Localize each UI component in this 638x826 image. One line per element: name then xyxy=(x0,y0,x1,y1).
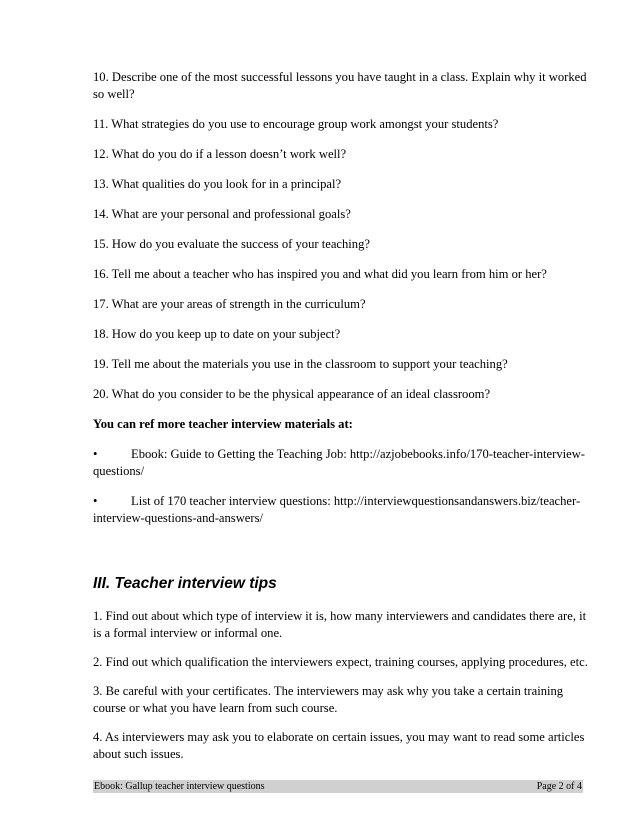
question-17: 17. What are your areas of strength in the curriculum? xyxy=(93,297,366,311)
page-content xyxy=(93,69,588,775)
question-20: 20. What do you consider to be the physical appearance of an ideal classroom? xyxy=(93,387,491,401)
tips-section-heading: III. Teacher interview tips xyxy=(93,575,277,592)
material-item-text: List of 170 teacher interview questions: http://interviewquestionsandanswers.biz/teacher-interview-questions-and-answers/ xyxy=(93,494,581,525)
question-10: 10. Describe one of the most successful lessons you have taught in a class. Explain why it worked so well? xyxy=(93,70,587,101)
question-15: 15. How do you evaluate the success of your teaching? xyxy=(93,237,370,251)
more-materials-heading: You can ref more teacher interview materials at: xyxy=(93,417,353,431)
page-number: Page 2 of 4 xyxy=(536,781,582,792)
bullet-marker: • xyxy=(93,447,98,461)
material-item-ebook xyxy=(93,446,588,480)
question-11: 11. What strategies do you use to encourage group work amongst your students? xyxy=(93,117,499,131)
tips-list xyxy=(93,608,588,763)
question-16: 16. Tell me about a teacher who has inspired you and what did you learn from him or her? xyxy=(93,267,547,281)
material-item-question-list xyxy=(93,493,588,527)
footer-title: Ebook: Gallup teacher interview questions xyxy=(94,781,265,792)
question-19: 19. Tell me about the materials you use in the classroom to support your teaching? xyxy=(93,357,508,371)
tip-4: 4. As interviewers may ask you to elaborate on certain issues, you may want to read some articles about such issues. xyxy=(93,730,585,761)
bullet-marker: • xyxy=(93,494,98,508)
question-12: 12. What do you do if a lesson doesn’t work well? xyxy=(93,147,347,161)
tip-3: 3. Be careful with your certificates. The interviewers may ask why you take a certain training course or what you have learn from such course. xyxy=(93,684,564,715)
question-18: 18. How do you keep up to date on your subject? xyxy=(93,327,341,341)
question-13: 13. What qualities do you look for in a principal? xyxy=(93,177,342,191)
tip-2: 2. Find out which qualification the interviewers expect, training courses, applying procedures, etc. xyxy=(93,655,588,669)
page-footer xyxy=(93,780,583,793)
question-14: 14. What are your personal and professional goals? xyxy=(93,207,351,221)
material-item-text: Ebook: Guide to Getting the Teaching Job: http://azjobebooks.info/170-teacher-interview-questions/ xyxy=(93,447,585,478)
tip-1: 1. Find out about which type of interview it is, how many interviewers and candidates there are, it is a formal interview or informal one. xyxy=(93,609,587,640)
